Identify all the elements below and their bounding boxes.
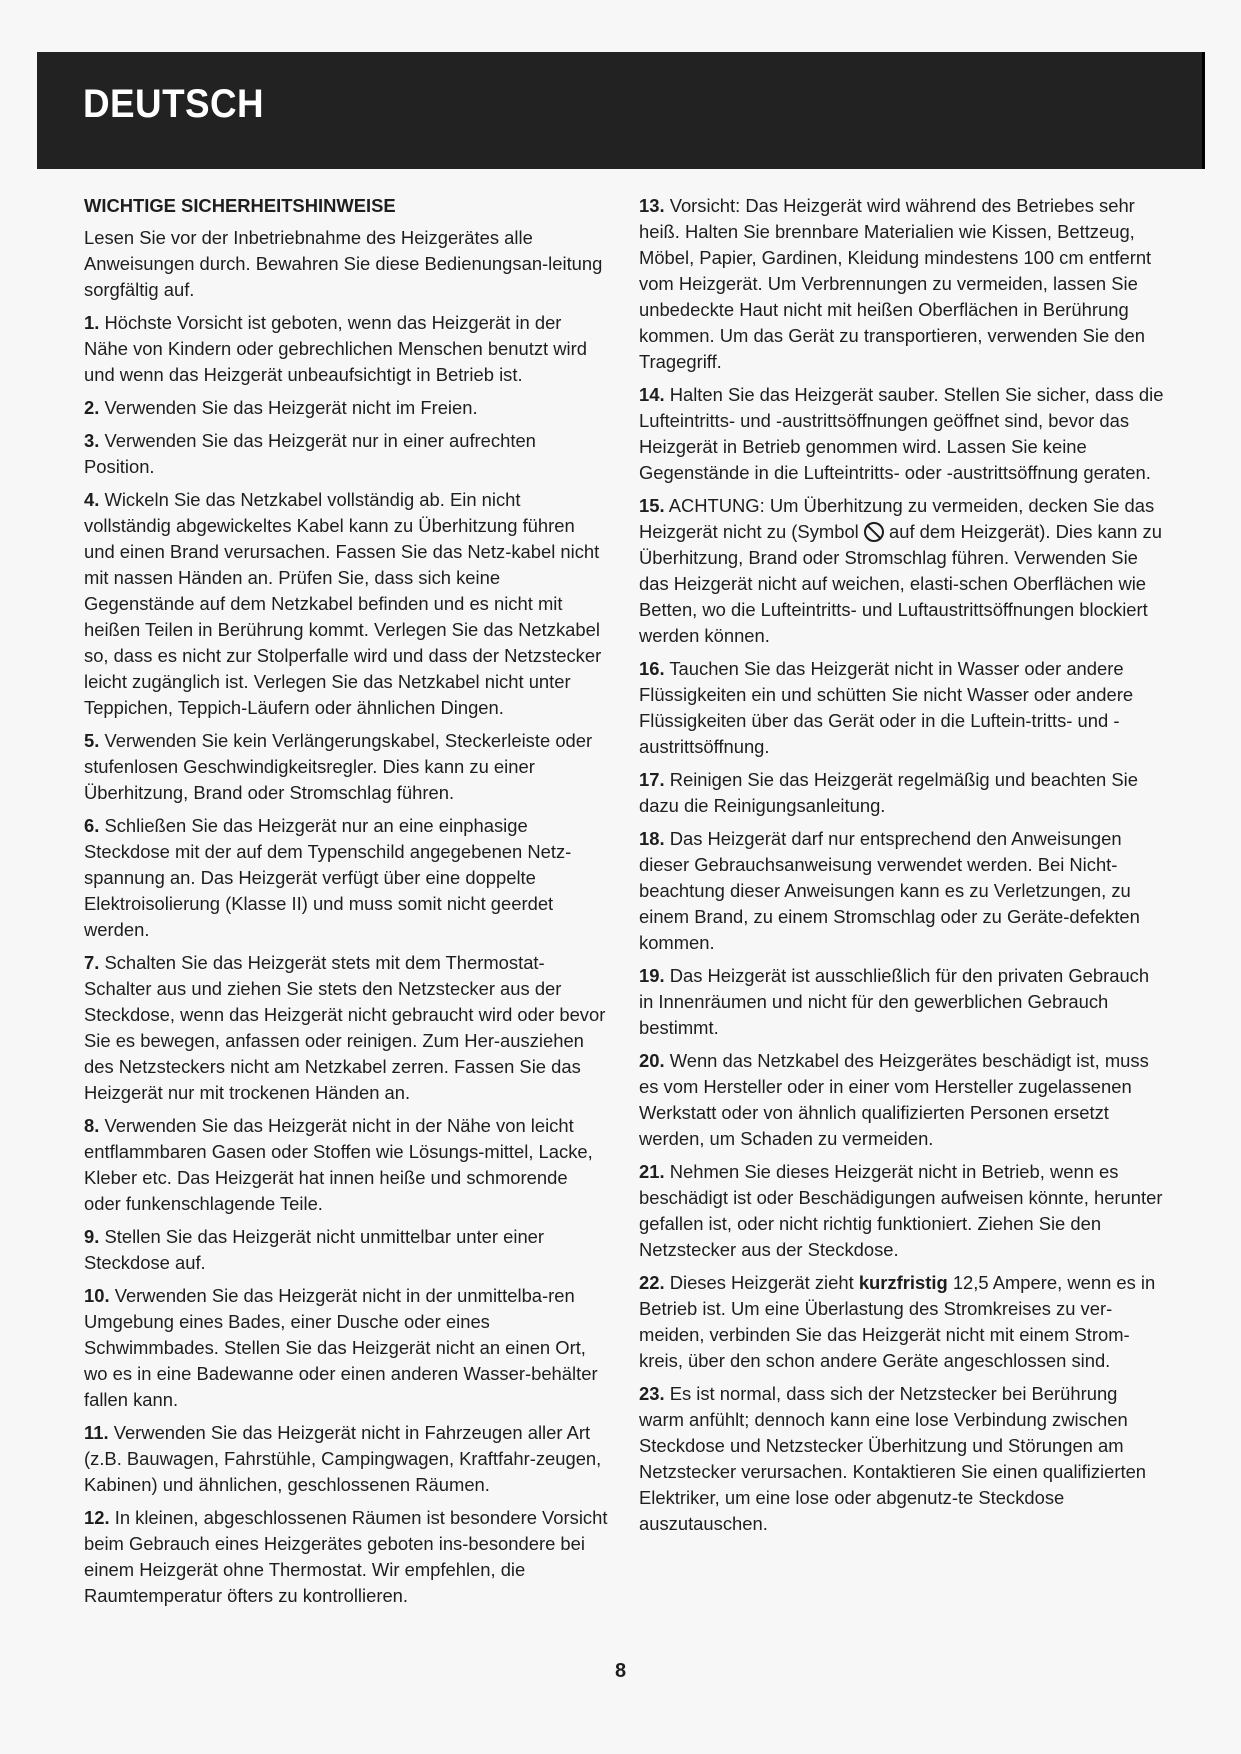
- safety-item-13: 13. Vorsicht: Das Heizgerät wird während des Betriebes sehr heiß. Halten Sie brennbare Materialien wie Kissen, Bettzeug, Möbel, Papier, Gardinen, Kleidung mindestens 100 cm entfernt vom Heizgerät. Um Verbrennungen zu vermeiden, lassen Sie unbedeckte Haut nicht mit heißen Oberflächen in Berührung kommen. Um das Gerät zu transportieren, verwenden Sie den Tragegriff.: [639, 195, 1152, 372]
- safety-item-10: 10. Verwenden Sie das Heizgerät nicht in der unmittelba-ren Umgebung eines Bades, einer Dusche oder eines Schwimmbades. Stellen Sie das Heizgerät nicht an einen Ort, wo es in eine Badewanne oder einen anderen Wasser-behälter fallen kann.: [84, 1285, 598, 1410]
- safety-item-17: 17. Reinigen Sie das Heizgerät regelmäßig und beachten Sie dazu die Reinigungsanleitung.: [639, 769, 1138, 816]
- safety-item-6: 6. Schließen Sie das Heizgerät nur an eine einphasige Steckdose mit der auf dem Typenschild angegebenen Netz-spannung an. Das Heizgerät verfügt über eine doppelte Elektroisolierung (Klasse II) und muss somit nicht geerdet werden.: [84, 815, 572, 940]
- safety-item-15: 15. ACHTUNG: Um Überhitzung zu vermeiden, decken Sie das Heizgerät nicht zu (Symbol auf dem Heizgerät). Dies kann zu Überhitzung, Brand oder Stromschlag führen. Verwenden Sie das Heizgerät nicht auf weichen, elasti-schen Oberflächen wie Betten, wo die Lufteintritts- und Luftaustrittsöffnungen blockiert werden können.: [639, 495, 1162, 646]
- safety-item-23: 23. Es ist normal, dass sich der Netzstecker bei Berührung warm anfühlt; dennoch kann eine lose Verbindung zwischen Steckdose und Netzstecker Überhitzung und Störungen am Netzstecker verursachen. Kontaktieren Sie einen qualifizierten Elektriker, um eine lose oder abgenutz-te Steckdose auszutauschen.: [639, 1383, 1147, 1534]
- safety-item-7: 7. Schalten Sie das Heizgerät stets mit dem Thermostat-Schalter aus und ziehen Sie stets den Netzstecker aus der Steckdose, wenn das Heizgerät nicht gebraucht wird oder bevor Sie es bewegen, anfassen oder reinigen. Zum Her-ausziehen des Netzsteckers nicht am Netzkabel zerren. Fassen Sie das Heizgerät nur mit trockenen Händen an.: [84, 952, 606, 1103]
- language-title: DEUTSCH: [83, 82, 265, 126]
- safety-item-19: 19. Das Heizgerät ist ausschließlich für den privaten Gebrauch in Innenräumen und nicht für den gewerblichen Gebrauch bestimmt.: [639, 965, 1150, 1038]
- section-heading: WICHTIGE SICHERHEITSHINWEISE: [84, 195, 396, 216]
- page-number: 8: [614, 1660, 627, 1682]
- safety-item-18: 18. Das Heizgerät darf nur entsprechend den Anweisungen dieser Gebrauchsanweisung verwendet werden. Bei Nicht-beachtung dieser Anweisungen kann es zu Verletzungen, zu einem Brand, zu einem Stromschlag oder zu Geräte-defekten kommen.: [639, 828, 1140, 953]
- safety-item-20: 20. Wenn das Netzkabel des Heizgerätes beschädigt ist, muss es vom Hersteller oder in einer vom Hersteller zugelassenen Werkstatt oder von ähnlich qualifizierten Personen ersetzt werden, um Schaden zu vermeiden.: [639, 1050, 1149, 1149]
- right-column: [639, 193, 1167, 1544]
- intro-paragraph: Lesen Sie vor der Inbetriebnahme des Heizgerätes alle Anweisungen durch. Bewahren Sie diese Bedienungsan-leitung sorgfältig auf.: [84, 227, 603, 300]
- left-column: [84, 193, 609, 1616]
- safety-item-14: 14. Halten Sie das Heizgerät sauber. Stellen Sie sicher, dass die Lufteintritts- und -austrittsöffnungen geöffnet sind, bevor das Heizgerät in Betrieb genommen wird. Lassen Sie keine Gegenstände in die Lufteintritts- oder -austrittsöffnung geraten.: [639, 384, 1164, 483]
- safety-item-21: 21. Nehmen Sie dieses Heizgerät nicht in Betrieb, wenn es beschädigt ist oder Beschädigungen aufweisen könnte, herunter gefallen ist, oder nicht richtig funktioniert. Ziehen Sie den Netzstecker aus der Steckdose.: [639, 1161, 1163, 1260]
- safety-item-22: 22. Dieses Heizgerät zieht kurzfristig 12,5 Ampere, wenn es in Betrieb ist. Um eine Überlastung des Stromkreises zu ver-meiden, verbinden Sie das Heizgerät nicht mit einem Strom-kreis, über den schon andere Geräte angeschlossen sind.: [639, 1272, 1156, 1371]
- safety-item-3: 3. Verwenden Sie das Heizgerät nur in einer aufrechten Position.: [84, 430, 536, 477]
- safety-item-9: 9. Stellen Sie das Heizgerät nicht unmittelbar unter einer Steckdose auf.: [84, 1226, 545, 1273]
- safety-item-4: 4. Wickeln Sie das Netzkabel vollständig ab. Ein nicht vollständig abgewickeltes Kabel kann zu Überhitzung führen und einen Brand verursachen. Fassen Sie das Netz-kabel nicht mit nassen Händen an. Prüfen Sie, dass sich keine Gegenstände auf dem Netzkabel befinden und es nicht mit heißen Teilen in Berührung kommt. Verlegen Sie das Netzkabel so, dass es nicht zur Stolperfalle wird und dass der Netzstecker leicht zugänglich ist. Verlegen Sie das Netzkabel nicht unter Teppichen, Teppich-Läufern oder ähnlichen Dingen.: [84, 489, 602, 718]
- safety-item-16: 16. Tauchen Sie das Heizgerät nicht in Wasser oder andere Flüssigkeiten ein und schütten Sie nicht Wasser oder andere Flüssigkeiten über das Gerät oder in die Luftein-tritts- und -austrittsöffnung.: [639, 658, 1134, 757]
- do-not-cover-icon: [864, 522, 884, 542]
- safety-item-2: 2. Verwenden Sie das Heizgerät nicht im Freien.: [84, 397, 478, 418]
- safety-item-11: 11. Verwenden Sie das Heizgerät nicht in Fahrzeugen aller Art (z.B. Bauwagen, Fahrstühle, Campingwagen, Kraftfahr-zeugen, Kabinen) und ähnlichen, geschlossenen Räumen.: [84, 1422, 602, 1495]
- language-header-bar: [37, 52, 1205, 169]
- safety-item-8: 8. Verwenden Sie das Heizgerät nicht in der Nähe von leicht entflammbaren Gasen oder Stoffen wie Lösungs-mittel, Lacke, Kleber etc. Das Heizgerät hat innen heiße und schmorende oder funkenschlagende Teile.: [84, 1115, 593, 1214]
- safety-item-1: 1. Höchste Vorsicht ist geboten, wenn das Heizgerät in der Nähe von Kindern oder gebrechlichen Menschen benutzt wird und wenn das Heizgerät unbeaufsichtigt in Betrieb ist.: [84, 312, 587, 385]
- safety-item-12: 12. In kleinen, abgeschlossenen Räumen ist besondere Vorsicht beim Gebrauch eines Heizgerätes geboten ins-besondere bei einem Heizgerät ohne Thermostat. Wir empfehlen, die Raumtemperatur öfters zu kontrollieren.: [84, 1507, 608, 1606]
- safety-item-5: 5. Verwenden Sie kein Verlängerungskabel, Steckerleiste oder stufenlosen Geschwindigkeitsregler. Dies kann zu einer Überhitzung, Brand oder Stromschlag führen.: [84, 730, 593, 803]
